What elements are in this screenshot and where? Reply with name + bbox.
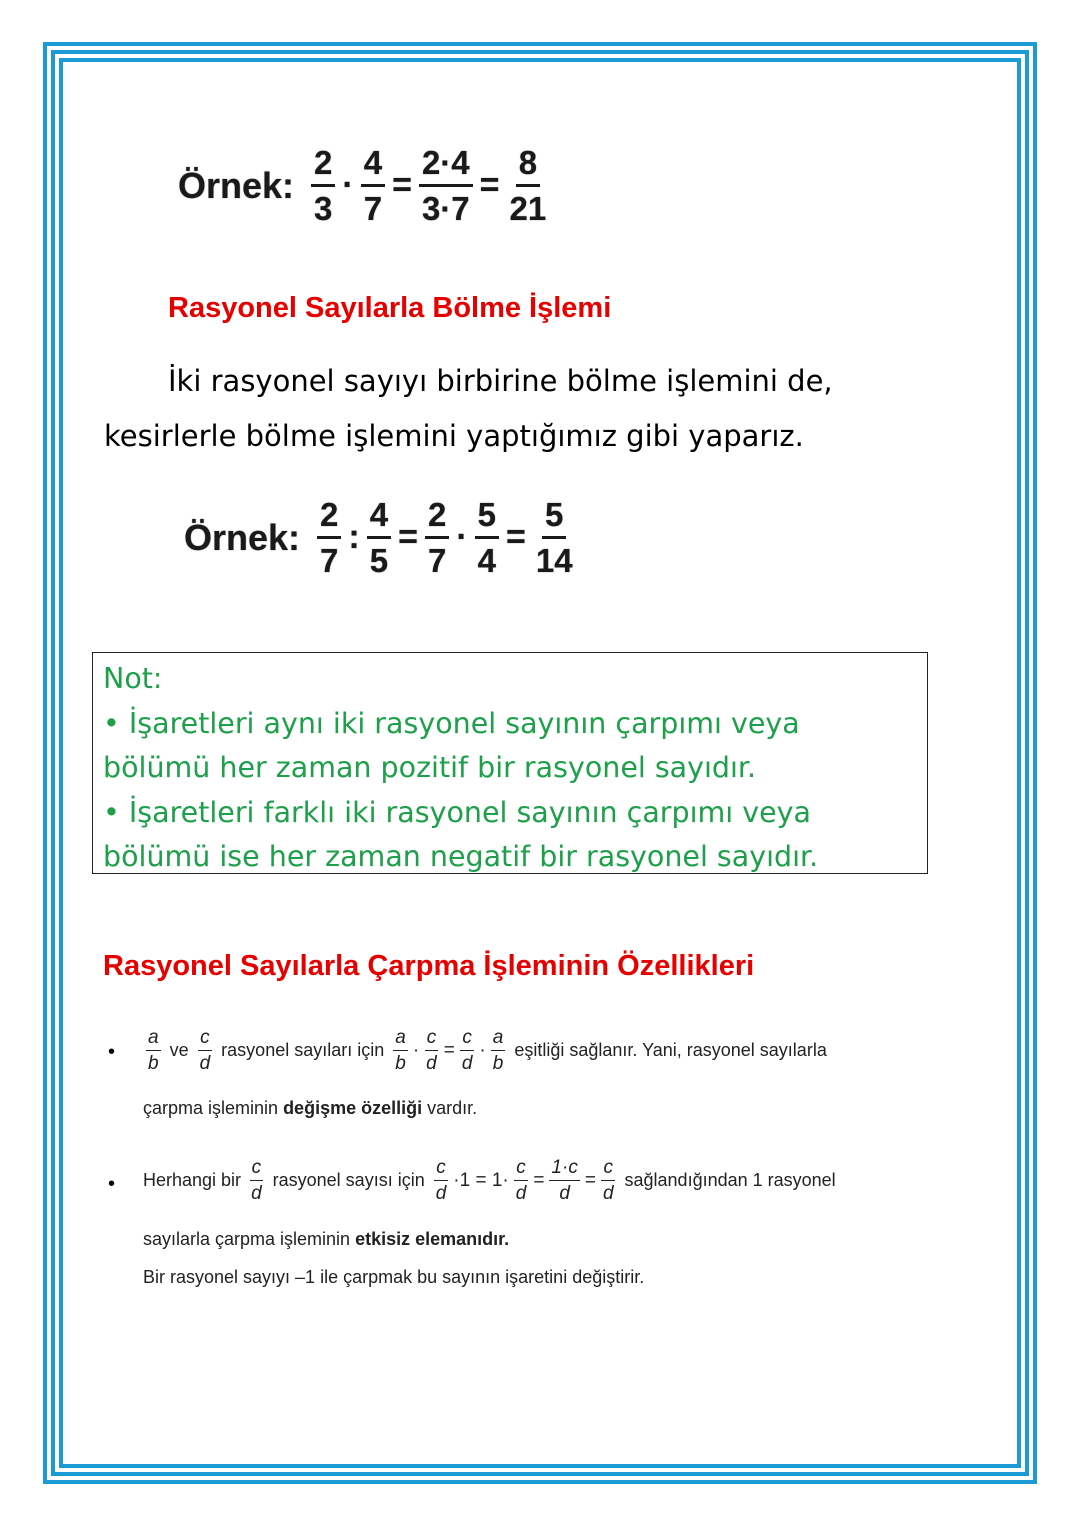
bullet: •: [108, 1041, 116, 1063]
division-heading: Rasyonel Sayılarla Bölme İşlemi: [168, 292, 612, 324]
fraction-a-b: a b: [148, 1027, 159, 1074]
dot-operator: ·: [412, 1039, 420, 1061]
equals-sign: =: [479, 166, 500, 204]
equals-sign: =: [443, 1039, 455, 1061]
equals-sign: =: [506, 518, 526, 556]
division-text-line1: İki rasyonel sayıyı birbirine bölme işlemini de,: [168, 364, 833, 398]
fraction-1c-d: $\frac{1\cdot c}{d}$: [551, 1157, 578, 1204]
bold-term: değişme özelliği: [283, 1098, 423, 1118]
fraction: $\frac{2\cdot 4}{3\cdot 7}$: [419, 146, 473, 225]
fraction: $\frac{2}{7}$: [317, 498, 341, 577]
note-box: [92, 652, 928, 874]
dot-operator: ·: [479, 1039, 486, 1061]
note-line: • İşaretleri aynı iki rasyonel sayının çarpımı veya: [103, 706, 800, 740]
divide-operator: :: [348, 518, 360, 556]
equals-sign: =: [584, 1169, 596, 1191]
fraction: $\frac{2}{3}$: [311, 146, 335, 225]
fraction-c-d: c d: [251, 1157, 262, 1204]
property-item-commutative-cont: [143, 1098, 477, 1119]
text: Bir rasyonel sayıyı –1 ile çarpmak bu sayının işaretini değiştirir.: [143, 1267, 645, 1287]
example-multiplication: [178, 146, 552, 225]
fraction-c-d: $\frac{c}{d}$: [426, 1027, 437, 1074]
text: Herhangi bir: [143, 1170, 242, 1190]
fraction: $\frac{5}{4}$: [475, 498, 499, 577]
fraction-c-d: $\frac{c}{d}$: [602, 1157, 614, 1204]
text: vardır.: [427, 1098, 478, 1118]
property-item-identity: [143, 1158, 842, 1203]
multiply-operator: ·: [342, 166, 354, 204]
identity-expression: ·1 = 1·: [453, 1169, 509, 1191]
multiply-operator: ·: [456, 518, 468, 556]
fraction-c-d: $\frac{c}{d}$: [461, 1027, 473, 1074]
text: eşitliği sağlanır. Yani, rasyonel sayılarla: [514, 1040, 827, 1060]
bullet: •: [108, 1173, 116, 1195]
division-text-line2: kesirlerle bölme işlemini yaptığımız gibi yaparız.: [104, 419, 804, 453]
text: sağlandığından 1 rasyonel: [624, 1170, 836, 1190]
example-label: Örnek:: [184, 516, 301, 558]
fraction-c-d: c d: [199, 1027, 211, 1074]
property-item-commutative: [143, 1028, 833, 1073]
property-note-negative-one: [143, 1267, 644, 1288]
note-line: bölümü ise her zaman negatif bir rasyonel sayıdır.: [103, 840, 819, 873]
example-label: Örnek:: [178, 164, 295, 206]
fraction: $\frac{4}{5}$: [367, 498, 391, 577]
equals-sign: =: [533, 1169, 545, 1191]
fraction-result: $\frac{8}{21}$: [509, 144, 547, 227]
fraction-c-d: c d: [435, 1157, 447, 1204]
text: rasyonel sayıları için: [221, 1040, 385, 1060]
equals-sign: =: [392, 166, 412, 204]
note-line: bölümü her zaman pozitif bir rasyonel sayıdır.: [103, 751, 757, 784]
text: sayılarla çarpma işleminin: [143, 1229, 351, 1249]
properties-heading: Rasyonel Sayılarla Çarpma İşleminin Özellikleri: [103, 950, 755, 982]
equals-sign: =: [398, 518, 418, 556]
text: çarpma işleminin: [143, 1098, 279, 1118]
bold-term: etkisiz elemanıdır.: [355, 1229, 510, 1249]
note-title: Not:: [103, 662, 163, 695]
property-item-identity-cont: [143, 1229, 509, 1250]
fraction-a-b: a b: [395, 1027, 406, 1074]
note-line: • İşaretleri farklı iki rasyonel sayının çarpımı veya: [103, 795, 811, 829]
fraction: $\frac{4}{7}$: [361, 146, 385, 225]
fraction: $\frac{2}{7}$: [425, 498, 449, 577]
fraction-result: $\frac{5}{14}$: [535, 496, 573, 579]
example-division: [184, 498, 579, 577]
fraction-a-b: a b: [492, 1027, 504, 1074]
text: rasyonel sayısı için: [272, 1170, 425, 1190]
fraction-c-d: $\frac{c}{d}$: [515, 1157, 527, 1204]
text-ve: ve: [169, 1040, 189, 1060]
